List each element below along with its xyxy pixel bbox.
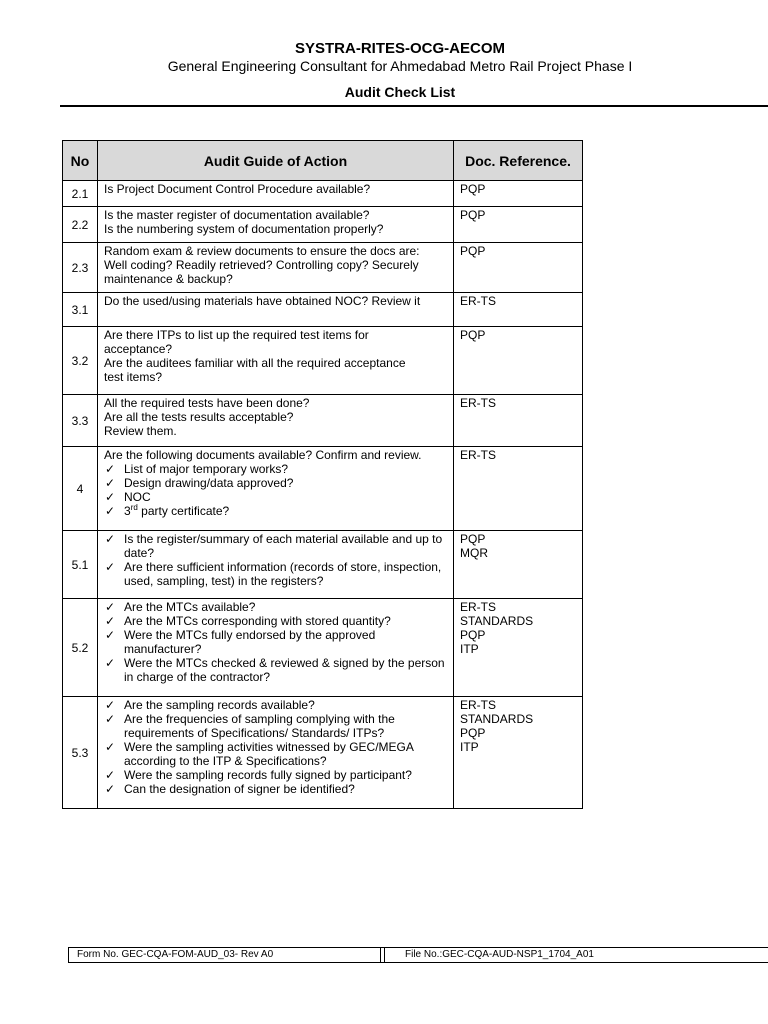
doc-reference: PQP — [460, 628, 486, 642]
checklist-item — [104, 712, 447, 740]
checklist-item-text: Were the sampling activities witnessed by GEC/MEGA according to the ITP & Specifications? — [124, 740, 414, 768]
check-icon: ✓ — [105, 490, 116, 504]
audit-guide-cell — [98, 181, 454, 207]
checklist-item-text: Can the designation of signer be identified? — [124, 782, 355, 796]
table-row — [63, 395, 583, 447]
doc-reference: ER-TS — [460, 698, 496, 712]
audit-guide-cell — [98, 243, 454, 293]
ordinal-suffix: rd — [130, 503, 138, 512]
doc-reference-cell — [454, 447, 583, 531]
doc-reference: MQR — [460, 546, 488, 560]
checklist-item — [104, 656, 447, 684]
guide-intro: Are the following documents available? Confirm and review. — [104, 448, 422, 462]
checklist-item — [104, 740, 447, 768]
check-icon: ✓ — [105, 614, 116, 628]
doc-reference-cell — [454, 395, 583, 447]
column-header-audit-guide: Audit Guide of Action — [98, 141, 454, 181]
audit-guide-cell — [98, 599, 454, 697]
company-name: SYSTRA-RITES-OCG-AECOM — [295, 40, 505, 57]
check-icon: ✓ — [105, 740, 116, 754]
checklist-item — [104, 490, 447, 504]
footer-divider — [380, 947, 385, 963]
row-number: 5.2 — [63, 599, 98, 697]
check-icon: ✓ — [105, 656, 116, 670]
audit-guide-cell — [98, 531, 454, 599]
guide-line: Are the auditees familiar with all the required acceptance — [104, 356, 406, 370]
table-row — [63, 207, 583, 243]
doc-reference-cell — [454, 697, 583, 809]
check-icon: ✓ — [105, 504, 116, 518]
checklist-item — [104, 560, 447, 588]
table-header-row — [63, 141, 583, 181]
row-number: 2.3 — [63, 243, 98, 293]
table-row — [63, 697, 583, 809]
guide-line: All the required tests have been done? — [104, 396, 310, 410]
header-rule — [60, 105, 768, 107]
doc-reference: PQP — [460, 328, 486, 342]
check-icon: ✓ — [105, 600, 116, 614]
project-subtitle: General Engineering Consultant for Ahmedabad Metro Rail Project Phase I — [167, 58, 633, 74]
doc-reference-cell — [454, 293, 583, 327]
doc-reference-cell — [454, 181, 583, 207]
audit-guide-cell — [98, 395, 454, 447]
form-number: Form No. GEC-CQA-FOM-AUD_03- Rev A0 — [77, 949, 274, 960]
column-header-no: No — [63, 141, 98, 181]
guide-line: test items? — [104, 370, 163, 384]
document-header — [0, 40, 768, 101]
doc-reference: PQP — [460, 208, 486, 222]
doc-reference: STANDARDS — [460, 712, 534, 726]
check-icon: ✓ — [105, 462, 116, 476]
checklist-item — [104, 614, 447, 628]
doc-reference: PQP — [460, 532, 486, 546]
doc-reference-cell — [454, 327, 583, 395]
check-icon: ✓ — [105, 560, 116, 574]
checklist-item-text: Are the MTCs available? — [124, 600, 256, 614]
row-number: 3.2 — [63, 327, 98, 395]
guide-line: maintenance & backup? — [104, 272, 233, 286]
check-icon: ✓ — [105, 476, 116, 490]
checklist-item-text: 3rd party certificate? — [124, 503, 230, 518]
row-number: 4 — [63, 447, 98, 531]
checklist-item — [104, 782, 447, 796]
guide-line: Random exam & review documents to ensure the docs are: — [104, 244, 420, 258]
doc-reference-cell — [454, 207, 583, 243]
doc-reference: ITP — [460, 642, 479, 656]
checklist-item — [104, 698, 447, 712]
checklist-item-text: Were the MTCs fully endorsed by the approved manufacturer? — [124, 628, 376, 656]
guide-line: Is Project Document Control Procedure available? — [104, 182, 371, 196]
doc-reference-cell — [454, 599, 583, 697]
doc-reference: ER-TS — [460, 600, 496, 614]
check-icon: ✓ — [105, 532, 116, 546]
check-icon: ✓ — [105, 712, 116, 726]
checklist-item-text: Are the frequencies of sampling complying with the requirements of Specifications/ Standards/ ITPs? — [124, 712, 395, 740]
doc-reference: ITP — [460, 740, 479, 754]
audit-guide-cell — [98, 327, 454, 395]
table-row — [63, 327, 583, 395]
table-row — [63, 599, 583, 697]
form-footer — [68, 947, 768, 963]
doc-reference-cell — [454, 243, 583, 293]
checklist-item-text: List of major temporary works? — [124, 462, 289, 476]
doc-reference: STANDARDS — [460, 614, 534, 628]
checklist-item-text: Are the MTCs corresponding with stored quantity? — [124, 614, 391, 628]
row-number: 2.1 — [63, 181, 98, 207]
checklist-item — [104, 768, 447, 782]
audit-guide-cell — [98, 447, 454, 531]
checklist-item-text: Design drawing/data approved? — [124, 476, 294, 490]
guide-line: Well coding? Readily retrieved? Controlling copy? Securely — [104, 258, 419, 272]
checklist-item-text: Are there sufficient information (records of store, inspection, used, sampling, test) in the registers? — [124, 560, 442, 588]
guide-line: acceptance? — [104, 342, 173, 356]
table-row — [63, 293, 583, 327]
check-icon: ✓ — [105, 628, 116, 642]
table-row — [63, 447, 583, 531]
checklist-item-text: Were the sampling records fully signed by participant? — [124, 768, 412, 782]
audit-guide-cell — [98, 697, 454, 809]
doc-reference-cell — [454, 531, 583, 599]
guide-line: Review them. — [104, 424, 177, 438]
checklist-item-text: Are the sampling records available? — [124, 698, 315, 712]
check-icon: ✓ — [105, 782, 116, 796]
doc-reference: PQP — [460, 182, 486, 196]
checklist-item — [104, 462, 447, 476]
checklist-item-text: Were the MTCs checked & reviewed & signed by the person in charge of the contractor? — [124, 656, 445, 684]
table-row — [63, 181, 583, 207]
audit-checklist-table — [62, 140, 583, 809]
doc-reference: ER-TS — [460, 396, 496, 410]
column-header-doc-reference: Doc. Reference. — [454, 141, 583, 181]
checklist-item-text: NOC — [124, 490, 151, 504]
document-title: Audit Check List — [344, 84, 456, 100]
checklist-item — [104, 628, 447, 656]
doc-reference: ER-TS — [460, 294, 496, 308]
audit-guide-cell — [98, 207, 454, 243]
row-number: 3.1 — [63, 293, 98, 327]
checklist-item — [104, 504, 447, 518]
table-row — [63, 531, 583, 599]
guide-line: Are all the tests results acceptable? — [104, 410, 294, 424]
guide-line: Is the numbering system of documentation properly? — [104, 222, 384, 236]
row-number: 5.3 — [63, 697, 98, 809]
doc-reference: PQP — [460, 244, 486, 258]
row-number: 5.1 — [63, 531, 98, 599]
check-icon: ✓ — [105, 768, 116, 782]
guide-line: Do the used/using materials have obtained NOC? Review it — [104, 294, 421, 308]
checklist-item — [104, 476, 447, 490]
doc-reference: ER-TS — [460, 448, 496, 462]
file-number: File No.:GEC-CQA-AUD-NSP1_1704_A01 — [405, 949, 594, 960]
checklist-item — [104, 532, 447, 560]
table-row — [63, 243, 583, 293]
checklist-item — [104, 600, 447, 614]
audit-guide-cell — [98, 293, 454, 327]
guide-line: Is the master register of documentation available? — [104, 208, 370, 222]
checklist-item-text: Is the register/summary of each material available and up to date? — [124, 532, 443, 560]
row-number: 3.3 — [63, 395, 98, 447]
doc-reference: PQP — [460, 726, 486, 740]
check-icon: ✓ — [105, 698, 116, 712]
row-number: 2.2 — [63, 207, 98, 243]
guide-line: Are there ITPs to list up the required test items for — [104, 328, 369, 342]
